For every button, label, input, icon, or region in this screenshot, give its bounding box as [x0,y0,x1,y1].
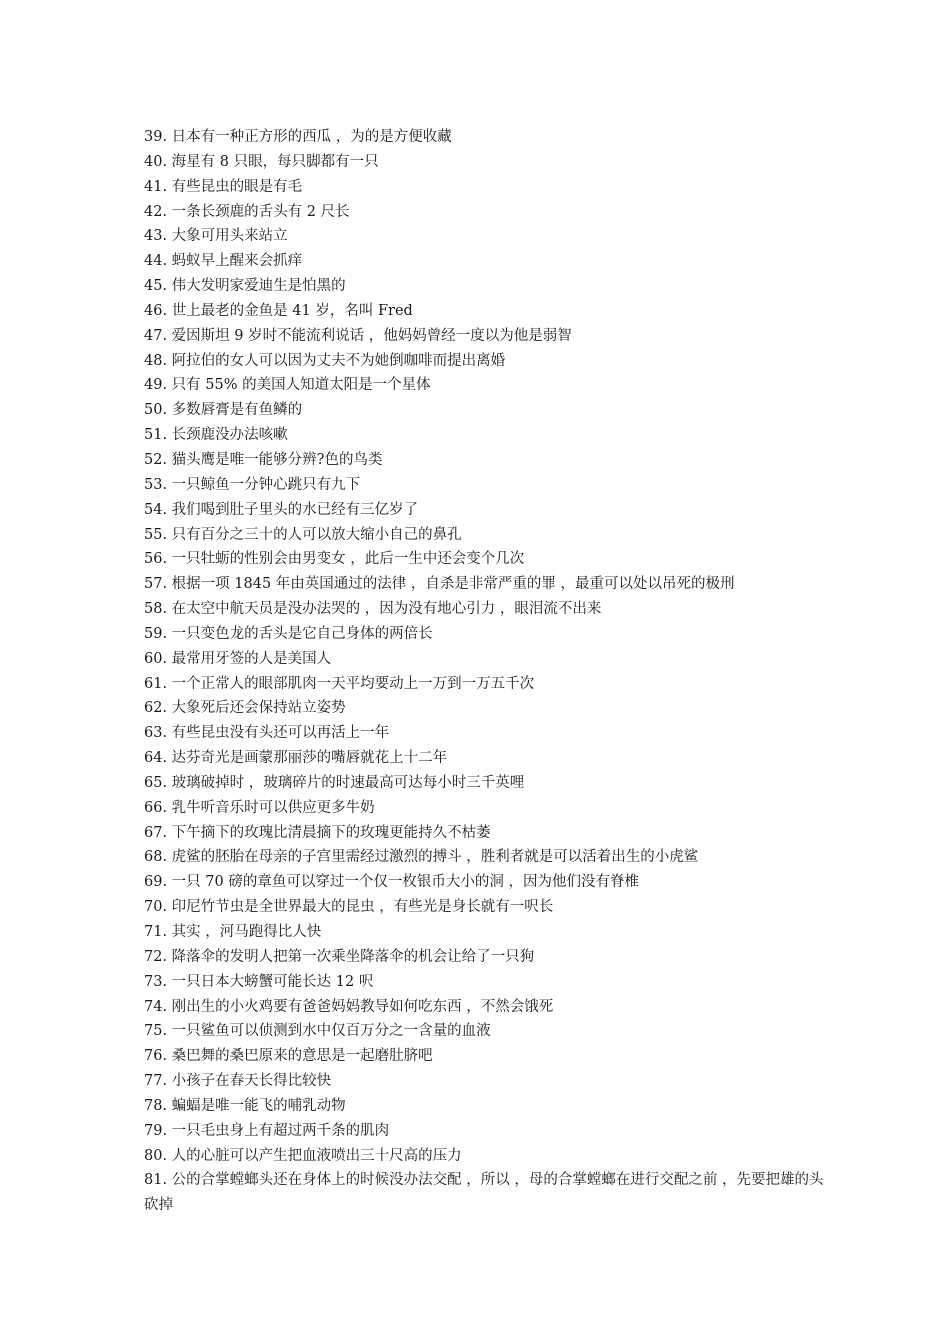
list-item: 63. 有些昆虫没有头还可以再活上一年 [144,725,390,742]
list-item: 71. 其实 ，河马跑得比人快 [144,924,322,940]
list-item: 75. 一只鲨鱼可以侦测到水中仅百万分之一含量的血液 [144,1023,491,1040]
list-item: 41. 有些昆虫的眼是有毛 [144,178,303,195]
list-item: 53. 一只鲸鱼一分钟心跳只有九下 [144,476,361,493]
list-item: 64. 达芬奇光是画蒙那丽莎的嘴唇就花上十二年 [144,750,448,767]
list-item: 59. 一只变色龙的舌头是它自己身体的两倍长 [144,625,433,642]
list-item: 68. 虎鲨的胚胎在母亲的子宫里需经过激烈的搏斗 ，胜利者就是可以活着出生的小虎鲨 [144,849,699,866]
list-item: 61. 一个正常人的眼部肌肉一天平均要动上一万到一万五千次 [144,675,535,692]
list-item: 54. 我们喝到肚子里头的水已经有三亿岁了 [144,501,419,518]
list-item: 74. 刚出生的小火鸡要有爸爸妈妈教导如何吃东西 ，不然会饿死 [144,998,554,1015]
list-item: 78. 蝙蝠是唯一能飞的哺乳动物 [144,1097,346,1114]
list-item: 72. 降落伞的发明人把第一次乘坐降落伞的机会让给了一只狗 [144,948,535,965]
list-item: 67. 下午摘下的玫瑰比清晨摘下的玫瑰更能持久不枯萎 [144,824,491,841]
list-item: 58. 在太空中航天员是没办法哭的 ，因为没有地心引力 ，眼泪流不出来 [144,601,602,618]
list-item: 81. 公的合掌螳螂头还在身体上的时候没办法交配 ，所以 ，母的合掌螳螂在进行交配之前 ，先要把雄的头砍掉 [144,1172,824,1214]
list-item: 43. 大象可用头来站立 [144,228,288,245]
list-item: 48. 阿拉伯的女人可以因为丈夫不为她倒咖啡而提出离婚 [144,352,506,369]
list-item: 46. 世上最老的金鱼是 41 岁，名叫 Fred [144,302,413,319]
list-item: 49. 只有 55% 的美国人知道太阳是一个星体 [144,377,431,394]
list-item: 60. 最常用牙签的人是美国人 [144,650,332,667]
list-item: 39. 日本有一种正方形的西瓜 ，为的是方便收藏 [144,129,452,145]
list-item: 76. 桑巴舞的桑巴原来的意思是一起磨肚脐吧 [144,1048,433,1065]
list-item: 45. 伟大发明家爱迪生是怕黑的 [144,278,346,295]
list-item: 51. 长颈鹿没办法咳嗽 [144,427,288,444]
list-item: 55. 只有百分之三十的人可以放大缩小自己的鼻孔 [144,526,462,543]
list-item: 69. 一只 70 磅的章鱼可以穿过一个仅一枚银币大小的洞 ，因为他们没有脊椎 [144,874,639,891]
list-item: 44. 蚂蚁早上醒来会抓痒 [144,253,303,270]
list-item: 57. 根据一项 1845 年由英国通过的法律 ，自杀是非常严重的罪 ，最重可以处以吊死的极刑 [144,576,735,593]
list-item: 42. 一条长颈鹿的舌头有 2 尺长 [144,203,350,220]
list-item: 50. 多数唇膏是有鱼鳞的 [144,402,303,419]
list-item: 77. 小孩子在春天长得比较快 [144,1073,332,1090]
list-item: 65. 玻璃破掉时 ，玻璃碎片的时速最高可达每小时三千英哩 [144,774,525,791]
list-item: 62. 大象死后还会保持站立姿势 [144,700,346,717]
list-item: 40. 海星有 8 只眼，每只脚都有一只 [144,153,379,170]
list-item: 47. 爱因斯坦 9 岁时不能流利说话 ，他妈妈曾经一度以为他是弱智 [144,327,572,344]
list-item: 79. 一只毛虫身上有超过两千条的肌肉 [144,1122,390,1139]
list-item: 52. 猫头鹰是唯一能够分辨?色的鸟类 [144,451,383,468]
fact-list [144,125,824,1218]
list-item: 56. 一只牡蛎的性别会由男变女 ，此后一生中还会变个几次 [144,551,525,568]
list-item: 66. 乳牛听音乐时可以供应更多牛奶 [144,799,375,816]
list-item: 73. 一只日本大螃蟹可能长达 12 呎 [144,973,374,990]
list-item: 70. 印尼竹节虫是全世界最大的昆虫 ，有些光是身长就有一呎长 [144,899,554,916]
list-item: 80. 人的心脏可以产生把血液喷出三十尺高的压力 [144,1147,462,1164]
